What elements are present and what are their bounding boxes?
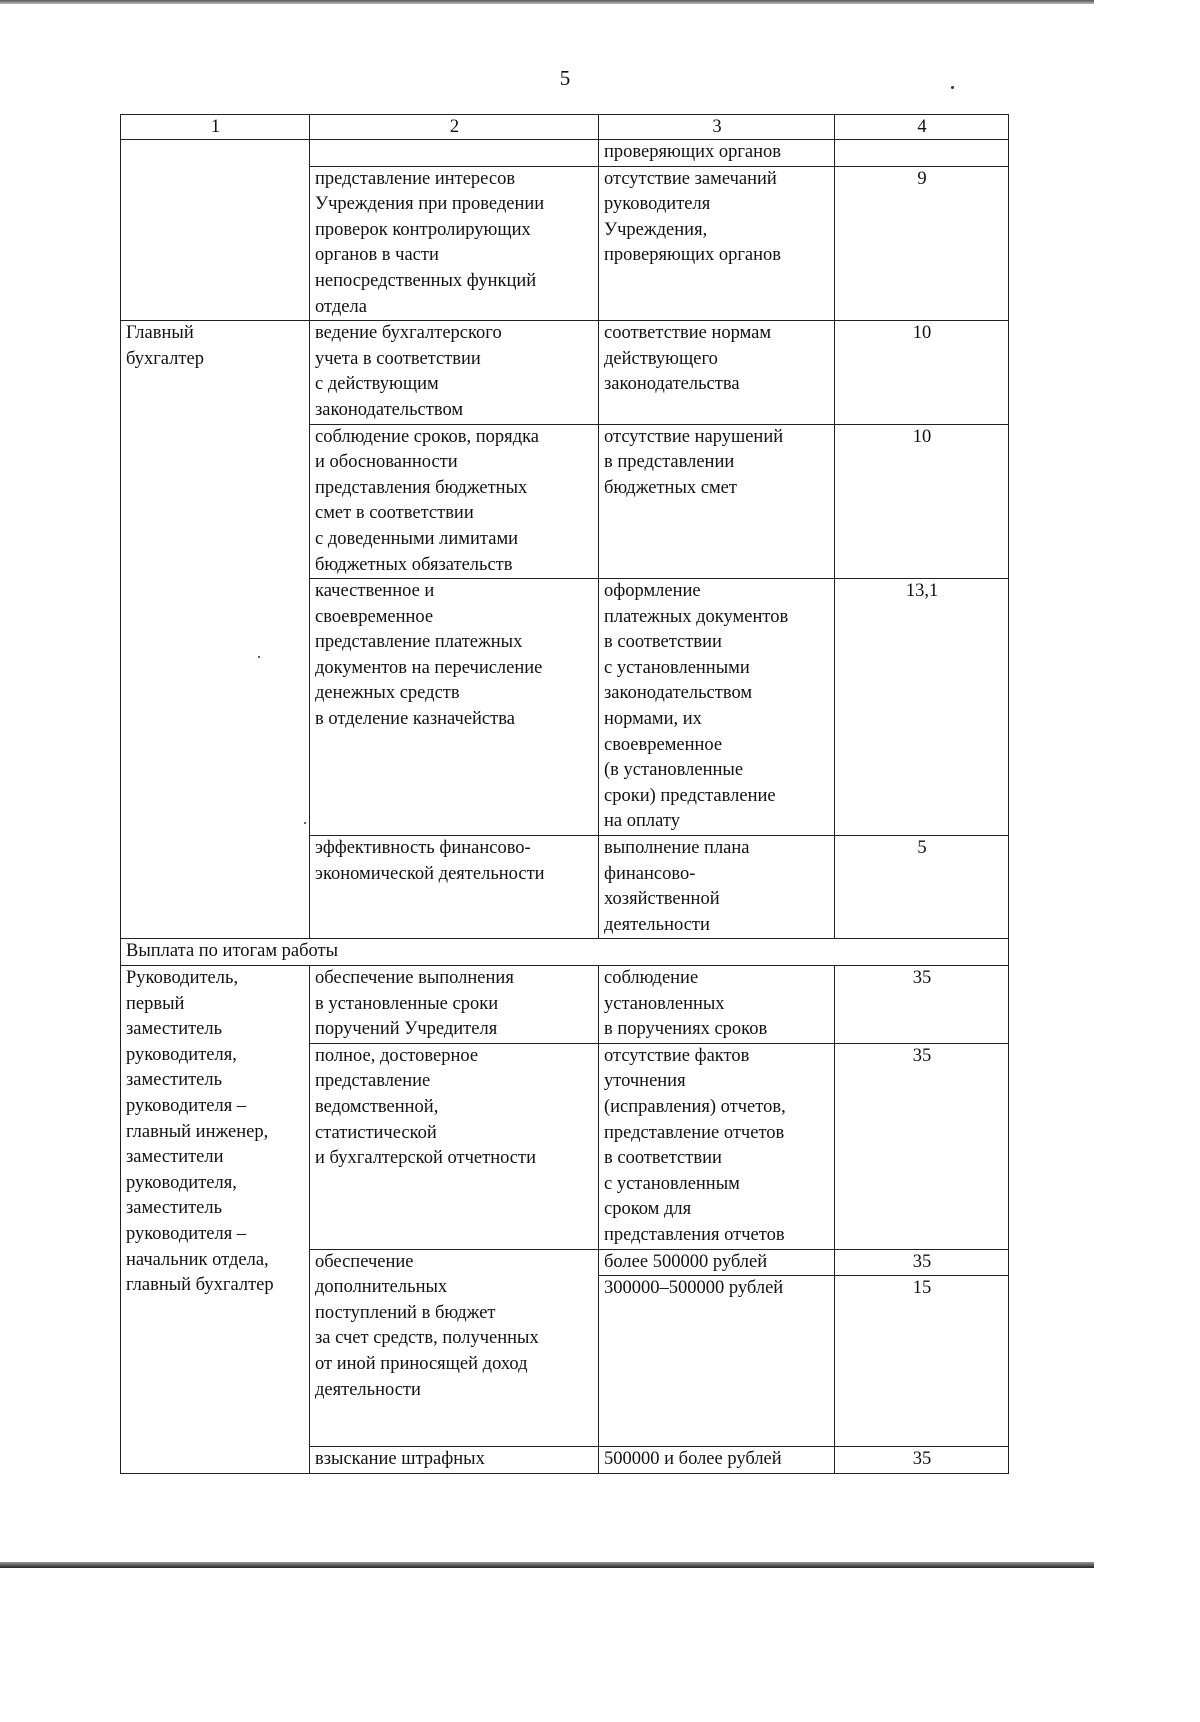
indicator-cell: эффективность финансово- экономической деятельности — [310, 836, 599, 939]
criterion-cell: более 500000 рублей — [599, 1249, 835, 1276]
indicators-table — [120, 114, 1009, 1474]
value-cell: 10 — [835, 321, 1009, 424]
value-cell: 35 — [835, 966, 1009, 1044]
scan-speck — [951, 86, 954, 89]
section-row — [121, 939, 1009, 966]
value-cell: 9 — [835, 166, 1009, 321]
column-number: 4 — [835, 115, 1009, 140]
value-cell: 35 — [835, 1249, 1009, 1276]
indicator-cell: качественное и своевременное представление платежных документов на перечисление денежных средств в отделение казначейства — [310, 579, 599, 836]
value-cell: 35 — [835, 1043, 1009, 1249]
criterion-cell: 300000–500000 рублей — [599, 1276, 835, 1447]
value-cell: 10 — [835, 424, 1009, 579]
criterion-cell: оформление платежных документов в соответствии с установленными законодательством нормами, их своевременное (в установленные сроки) представление на оплату — [599, 579, 835, 836]
criterion-cell: соответствие нормам действующего законодательства — [599, 321, 835, 424]
column-number: 3 — [599, 115, 835, 140]
value-cell: 15 — [835, 1276, 1009, 1447]
position-cell: Руководитель, первый заместитель руководителя, заместитель руководителя – главный инженер, заместители руководителя, заместитель руководителя – начальник отдела, главный бухгалтер — [121, 966, 310, 1474]
column-number: 1 — [121, 115, 310, 140]
indicator-cell: соблюдение сроков, порядка и обоснованности представления бюджетных смет в соответствии с доведенными лимитами бюджетных обязательств — [310, 424, 599, 579]
value-cell: 35 — [835, 1447, 1009, 1474]
table-row — [121, 140, 1009, 167]
scan-bottom-edge — [0, 1562, 1094, 1568]
indicator-cell: полное, достоверное представление ведомственной, статистической и бухгалтерской отчетности — [310, 1043, 599, 1249]
criterion-cell: отсутствие фактов уточнения (исправления) отчетов, представление отчетов в соответствии с установленным сроком для представления отчетов — [599, 1043, 835, 1249]
criterion-cell: 500000 и более рублей — [599, 1447, 835, 1474]
indicator-cell: представление интересов Учреждения при проведении проверок контролирующих органов в части непосредственных функций отдела — [310, 166, 599, 321]
value-cell: 5 — [835, 836, 1009, 939]
column-numbers-row — [121, 115, 1009, 140]
indicator-cell — [310, 140, 599, 167]
criterion-cell: выполнение плана финансово- хозяйственной деятельности — [599, 836, 835, 939]
value-cell: 13,1 — [835, 579, 1009, 836]
criterion-cell: проверяющих органов — [599, 140, 835, 167]
scan-top-edge — [0, 0, 1094, 4]
value-cell — [835, 140, 1009, 167]
position-cell-empty — [121, 140, 310, 321]
column-number: 2 — [310, 115, 599, 140]
indicator-cell: обеспечение выполнения в установленные сроки поручений Учредителя — [310, 966, 599, 1044]
indicator-cell: ведение бухгалтерского учета в соответствии с действующим законодательством — [310, 321, 599, 424]
indicator-cell: обеспечение дополнительных поступлений в бюджет за счет средств, полученных от иной приносящей доход деятельности — [310, 1249, 599, 1447]
page-number: 5 — [559, 66, 571, 90]
criterion-cell: отсутствие нарушений в представлении бюджетных смет — [599, 424, 835, 579]
section-title: Выплата по итогам работы — [121, 939, 1009, 966]
table-row — [121, 966, 1009, 1044]
table-row — [121, 321, 1009, 424]
position-cell: Главный бухгалтер — [121, 321, 310, 939]
criterion-cell: отсутствие замечаний руководителя Учреждения, проверяющих органов — [599, 166, 835, 321]
criterion-cell: соблюдение установленных в поручениях сроков — [599, 966, 835, 1044]
indicator-cell: взыскание штрафных — [310, 1447, 599, 1474]
